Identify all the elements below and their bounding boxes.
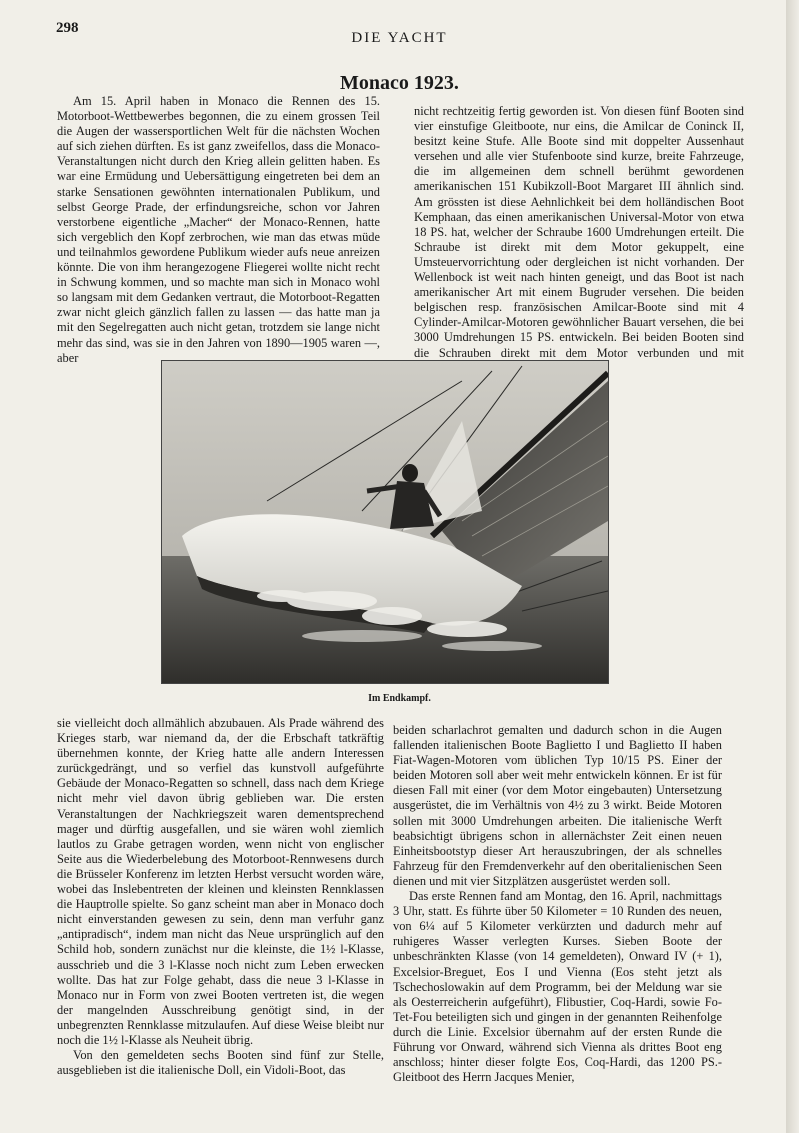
sailboat-photo [161, 360, 609, 684]
paragraph: Von den gemeldeten sechs Booten sind fünf zur Stelle, ausgeblieben ist die italienische Doll, ein Vidoli-Boot, das [57, 1048, 384, 1078]
paragraph: beiden scharlachrot gemalten und dadurch schon in die Augen fallenden italienischen Boote Baglietto I und Baglietto II haben Fiat-Wagen-Motoren vom üblichen Typ 10/15 PS. Einer der beiden Motoren soll aber weit mehr entwickeln können. Er ist für diesen Fall mit einer (vor dem Motor eingebauten) Untersetzung ausgerüstet, die im Verhältnis von 4½ zu 3 wirkt. Beide Motoren sollen mit 3000 Umdrehungen arbeiten. Die italienische Werft beabsichtigt übrigens schon in allernächster Zeit einen neuen Einheitsbootstyp dieser Art herauszubringen, der als schnelles Fahrzeug für den Fremdenverkehr auf den oberitalienischen Seen dienen und mit vier Sitzplätzen ausgerüstet werden soll. [393, 723, 722, 888]
page-edge-shadow [786, 0, 799, 1133]
article-title: Monaco 1923. [340, 72, 459, 94]
paragraph: Am 15. April haben in Monaco die Rennen des 15. Motorboot-Wettbewerbes begonnen, die zu einem grossen Teil die Augen der wassersportlichen Welt für die nächsten Wochen auf sich ziehen dürften. Es ist ganz zweifellos, dass die Monaco-Veranstaltungen nicht durch den Krieg allein gelitten haben. Es war eine Ermüdung und Uebersättigung eingetreten bei dem an starke Sensationen gewöhnten internationalen Publikum, und selbst George Prade, der erfindungsreiche, schon vor Jahren verstorbene eigentliche „Macher“ der Monaco-Rennen, hatte sich vergeblich den Kopf zerbrochen, wie man das etwas müde und teilnahmlos gewordene Publikum wieder aufs neue anreizen könnte. Die von ihm herangezogene Fliegerei wollte nicht recht in Schwung kommen, und so machte man sich in Monaco wohl so langsam mit dem Gedanken vertraut, die Motorboot-Regatten zwar nicht gleich gänzlich fallen zu lassen — das hatte man ja mit den Segelregatten auch nicht getan, trotzdem sie lange nicht mehr das sind, was sie in den Jahren von 1890—1905 waren —, aber [57, 94, 380, 365]
sailboat-photo-image [162, 361, 608, 683]
text-column-bottom-right [393, 723, 722, 1085]
photo-caption: Im Endkampf. [368, 693, 431, 704]
page-number: 298 [56, 20, 79, 36]
text-column-top-right [414, 104, 744, 376]
paragraph: Das erste Rennen fand am Montag, den 16. April, nachmittags 3 Uhr, statt. Es führte über 50 Kilometer = 10 Runden des neuen, von 6¼ auf 5 Kilometer verkürzten und dadurch mehr auf ruhigeres Wasser verlegten Kurses. Sieben Boote der unbeschränkten Klasse (von 14 gemeldeten), Onward IV (+ 1), Excelsior-Breguet, Eos I und Vienna (Eos steht jetzt als Tschechoslowakin auf dem Programm, bei der Meldung war sie als Oesterreicherin aufgeführt), Flibustier, Coq-Hardi, sowie Fo-Tet-Fou beteiligten sich und gingen in der genannten Reihenfolge durch die Linie. Excelsior übernahm auf der ersten Runde die Führung vor Onward, während sich Vienna als drittes Boot eng anschloss; hinter dieser folgte Eos, Coq-Hardi, das 1200 PS.-Gleitboot des Herrn Jacques Menier, [393, 889, 722, 1085]
text-column-bottom-left [57, 716, 384, 1078]
paragraph: nicht rechtzeitig fertig geworden ist. Von diesen fünf Booten sind vier einstufige Gleitboote, nur eins, die Amilcar de Coninck II, besitzt keine Stufe. Alle Boote sind mit doppelter Aussenhaut versehen und alle vier Stufenboote sind kurze, breite Fahrzeuge, die im allgemeinen dem schnell berühmt gewordenen amerikanischen 151 Kubikzoll-Boot Margaret III ähnlich sind. Am grössten ist diese Aehnlichkeit bei dem holländischen Boot Kemphaan, das einen amerikanischen Universal-Motor von etwa 18 PS. hat, welcher der Schraube 1600 Umdrehungen erteilt. Die Schraube ist direkt mit dem Motor gekuppelt, eine Umsteuervorrichtung oder dergleichen ist nicht vorhanden. Der Wellenbock ist weit nach hinten geneigt, und das Boot ist nach amerikanischer Art mit einem Bugruder versehen. Die beiden belgischen resp. französischen Amilcar-Boote sind mit 4 Cylinder-Amilcar-Motoren gewöhnlicher Bauart versehen, die bei 3000 Umdrehungen 15 PS. entwickeln. Bei beiden Booten sind die Schrauben direkt mit dem Motor verbunden und mit [414, 104, 744, 360]
paragraph: sie vielleicht doch allmählich abzubauen. Als Prade während des Krieges starb, war niemand da, der die Erbschaft tatkräftig übernehmen konnte, der Krieg hatte alle andern Interessen zurückgedrängt, und so verfiel das kunstvoll aufgeführte Gebäude der Monaco-Regatten so schnell, dass nach dem Kriege nicht mehr viel davon übrig geblieben war. Die ersten Veranstaltungen der Nachkriegszeit waren dementsprechend mager und dürftig ausgefallen, und sie wären wohl ziemlich lautlos zu Grabe getragen worden, wenn nicht von englischer Seite aus die Wiederbelebung des Motorboot-Rennwesens durch die Brüsseler Konferenz im letzten Herbst versucht worden wäre, wobei das Inslebentreten der kleinen und kleinsten Rennklassen die Hauptrolle spielte. So ganz scheint man aber in Monaco doch nicht einverstanden gewesen zu sein, denn man verfuhr ganz „antipradisch“, indem man nicht das Neue ursprünglich auf den Schild hob, sondern zunächst nur die kleinste, die 1½ l-Klasse, ausschrieb und die 3 l-Klasse noch nicht zum Leben erwecken wollte. Das hat zur Folge gehabt, dass die neue 3 l-Klasse in Monaco nur in Form von zwei Booten vertreten ist, die wegen der mangelnden Ausschreibung genötigt sind, in der unbegrenzten Rennklasse mitzulaufen. Auf diese Weise bleibt nur noch die 1½ l-Klasse als Neuheit übrig. [57, 716, 384, 1047]
text-column-top-left [57, 94, 380, 366]
running-head: DIE YACHT [351, 30, 448, 46]
